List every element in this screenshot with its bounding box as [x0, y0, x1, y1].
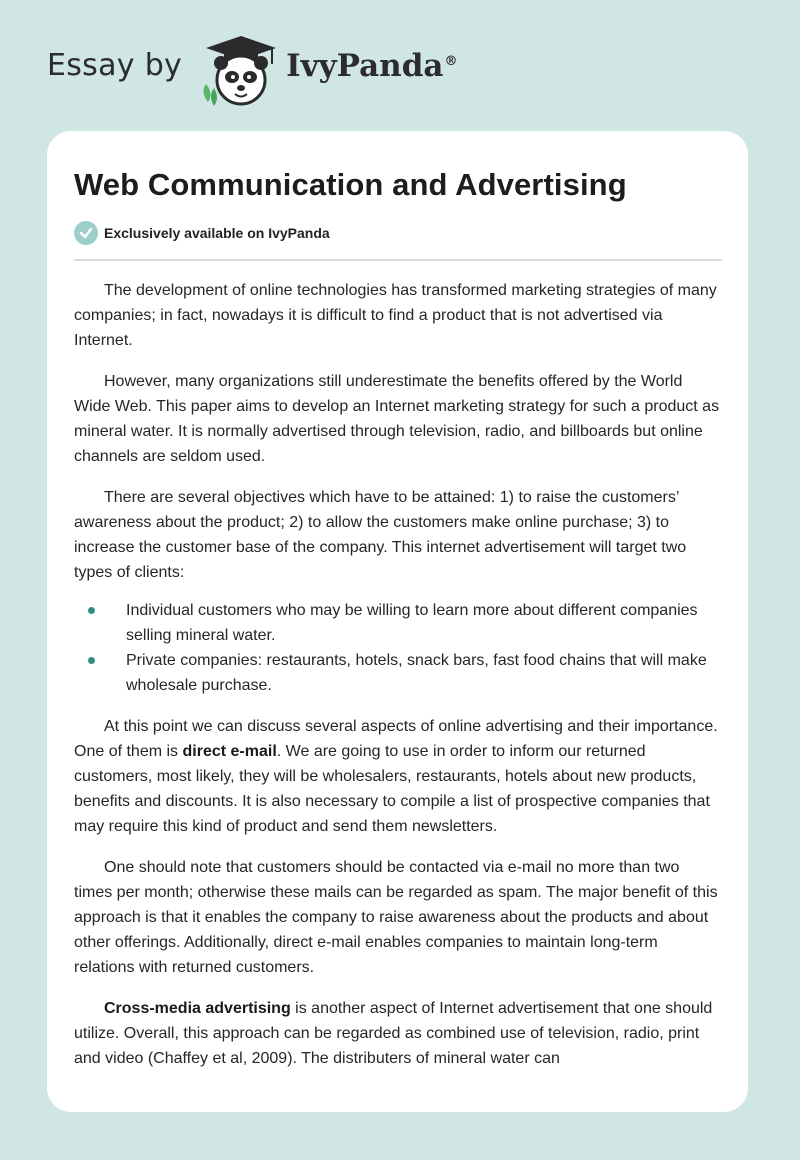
page-title: Web Communication and Advertising [74, 167, 627, 202]
panda-logo-icon[interactable] [196, 30, 286, 110]
paragraph: Cross-media advertising is another aspect of Internet advertisement that one should utilize. Overall, this approach can be regarded as combined use of television, radio, print and video (Chaffey et al, 2009). The distributers of mineral water can [74, 1000, 713, 1067]
list-item: Private companies: restaurants, hotels, snack bars, fast food chains that will make wholesale purchase. [74, 648, 722, 698]
paragraph: One should note that customers should be contacted via e-mail no more than two times per month; otherwise these mails can be regarded as spam. The major benefit of this approach is that it enables the company to raise awareness about the products and about other offerings. Additionally, direct e-mail enables companies to maintain long-term relations with returned customers. [74, 859, 718, 976]
direct-email-term: direct e-mail [182, 743, 277, 760]
paragraph: There are several objectives which have to be attained: 1) to raise the customers’ awareness about the product; 2) to allow the customers make online purchase; 3) to increase the customer base of the company. This internet advertisement will target two types of clients: [74, 489, 687, 581]
paragraph: The development of online technologies has transformed marketing strategies of many companies; in fact, nowadays it is difficult to find a product that is not advertised via Internet. [74, 282, 717, 349]
registered-mark: ® [444, 53, 458, 69]
brand-name[interactable]: IvyPanda® [286, 48, 458, 84]
divider [74, 259, 722, 261]
list-item: Individual customers who may be willing to learn more about different companies selling mineral water. [74, 598, 722, 648]
badge-label: Exclusively available on IvyPanda [104, 225, 330, 241]
bullet-icon [88, 657, 95, 664]
essay-card [47, 131, 748, 1112]
paragraph: However, many organizations still underestimate the benefits offered by the World Wide Web. This paper aims to develop an Internet marketing strategy for such a product as mineral water. It is normally advertised through television, radio, and billboards but online channels are seldom used. [74, 373, 720, 465]
paragraph: At this point we can discuss several aspects of online advertising and their importance. One of them is direct e-mail. We are going to use in order to inform our returned customers, most likely, they will be wholesalers, restaurants, hotels about new products, benefits and discounts. It is also necessary to compile a list of prospective companies that may require this kind of product and send them newsletters. [74, 718, 718, 835]
cross-media-term: Cross-media advertising [104, 1000, 291, 1017]
essay-body [74, 278, 722, 1071]
exclusive-badge [74, 221, 722, 245]
check-icon [74, 221, 98, 245]
essay-by-label: Essay by [47, 47, 183, 83]
bullet-icon [88, 607, 95, 614]
client-types-list [74, 598, 722, 698]
site-header [47, 30, 458, 110]
